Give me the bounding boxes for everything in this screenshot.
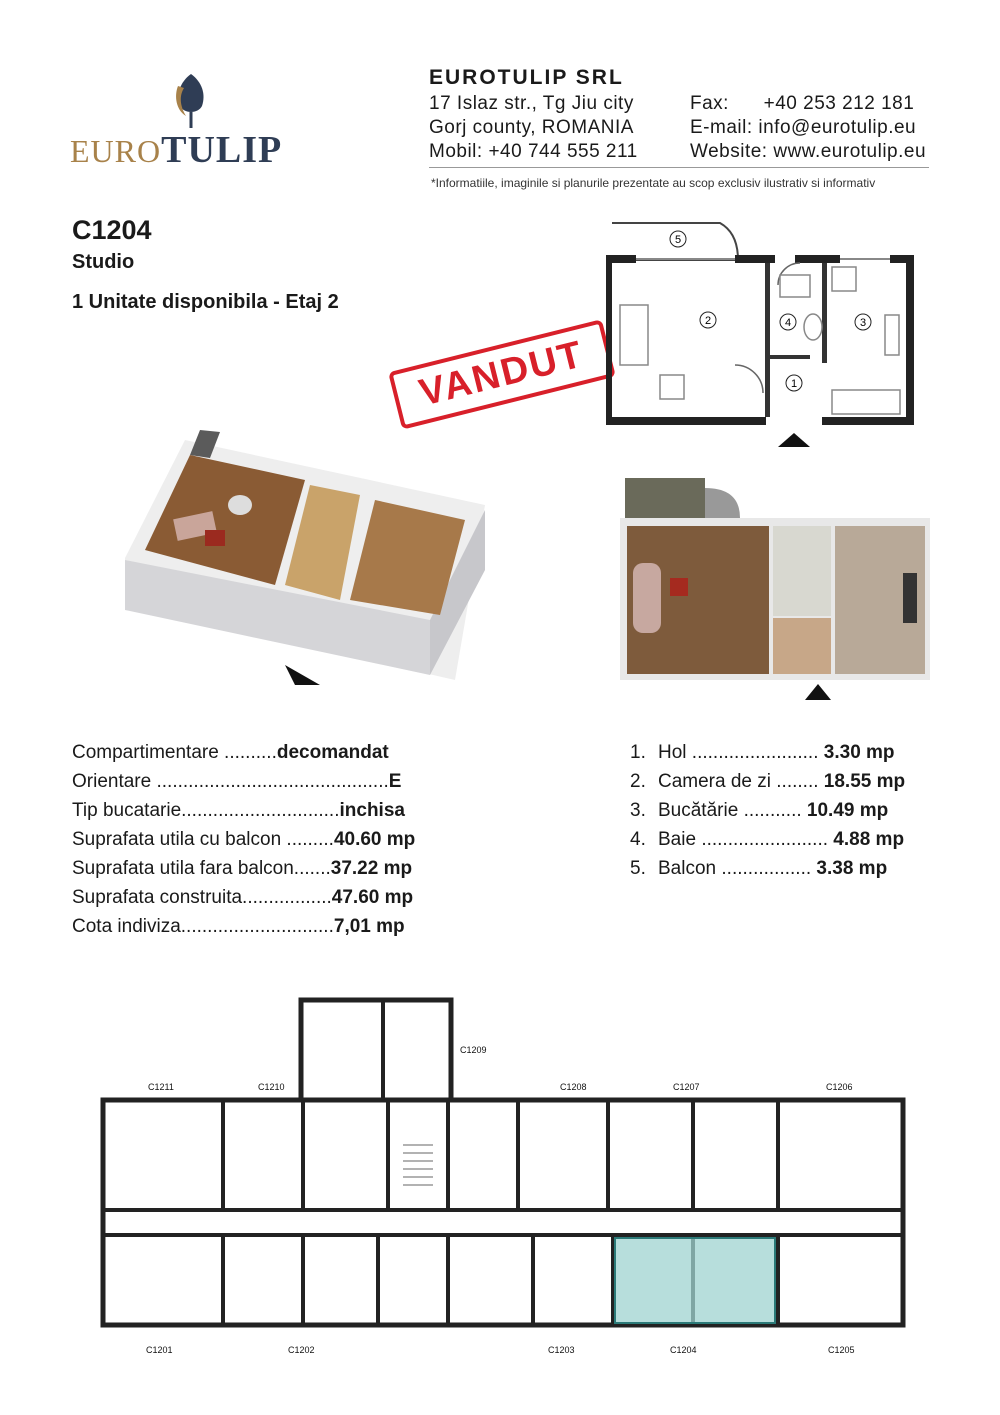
email-link[interactable]: E-mail: info@eurotulip.eu [690, 117, 917, 138]
unit-label-c1205: C1205 [828, 1345, 855, 1355]
unit-label-c1203: C1203 [548, 1345, 575, 1355]
unit-label-c1201: C1201 [146, 1345, 173, 1355]
spec-row: Cota indiviza.............................7,01 mp [72, 916, 405, 937]
room-marker-4 [780, 314, 796, 330]
unit-label-c1206: C1206 [826, 1082, 853, 1092]
website-link[interactable]: Website: www.eurotulip.eu [690, 141, 927, 162]
disclaimer: *Informatiile, imaginile si planurile prezentate au scop exclusiv ilustrativ si informativ [431, 176, 876, 190]
room-row: 3. Bucătărie ........... 10.49 mp [630, 800, 889, 821]
address-line-1: 17 Islaz str., Tg Jiu city [429, 93, 634, 114]
highlighted-unit-c1204 [615, 1238, 775, 1323]
room-row: 1. Hol ........................ 3.30 mp [630, 742, 895, 763]
room-row: 2. Camera de zi ........ 18.55 mp [630, 771, 906, 792]
room-marker-5 [670, 231, 686, 247]
unit-label-c1207: C1207 [673, 1082, 700, 1092]
fax-number: Fax: +40 253 212 181 [690, 93, 915, 114]
room-marker-3 [855, 314, 871, 330]
unit-label-c1209: C1209 [460, 1045, 487, 1055]
svg-text:5: 5 [674, 234, 682, 246]
company-name: EUROTULIP SRL [429, 66, 624, 89]
unit-label-c1202: C1202 [288, 1345, 315, 1355]
spec-row: Orientare ............................................E [72, 771, 402, 792]
spec-row: Tip bucatarie..............................inchisa [72, 800, 405, 821]
building-floor-plan [88, 995, 918, 1365]
spec-row: Suprafata utila cu balcon .........40.60 mp [72, 829, 416, 850]
svg-text:1: 1 [790, 378, 798, 390]
room-list [630, 738, 905, 883]
tulip-logo-icon [170, 72, 212, 128]
availability: 1 Unitate disponibila - Etaj 2 [72, 291, 339, 313]
spec-row: Suprafata utila fara balcon.......37.22 mp [72, 858, 413, 879]
unit-label-c1208: C1208 [560, 1082, 587, 1092]
entrance-arrow-icon-top [805, 684, 831, 700]
logo [70, 72, 320, 172]
room-marker-1 [786, 375, 802, 391]
svg-text:2: 2 [704, 315, 712, 327]
entrance-arrow-icon-3d [285, 665, 320, 685]
svg-text:4: 4 [784, 317, 792, 329]
address-line-2: Gorj county, ROMANIA [429, 117, 634, 138]
isometric-3d-render [120, 410, 490, 695]
room-marker-2 [700, 312, 716, 328]
spec-list [72, 738, 415, 941]
room-row: 5. Balcon ................. 3.38 mp [630, 858, 888, 879]
sold-stamp: VANDUT [388, 319, 615, 429]
unit-code: C1204 [72, 215, 152, 245]
logo-text-euro: EURO [70, 133, 162, 169]
entrance-arrow-icon [778, 433, 810, 447]
unit-type: Studio [72, 251, 135, 273]
unit-label-c1204: C1204 [670, 1345, 697, 1355]
header-divider [429, 167, 929, 168]
svg-text:3: 3 [859, 317, 867, 329]
top-down-render [615, 478, 935, 708]
room-row: 4. Baie ........................ 4.88 mp [630, 829, 905, 850]
logo-text-tulip: TULIP [161, 129, 283, 171]
unit-label-c1210: C1210 [258, 1082, 285, 1092]
apartment-floor-plan [600, 215, 930, 460]
spec-row: Compartimentare ..........decomandat [72, 742, 389, 763]
unit-label-c1211: C1211 [148, 1082, 174, 1092]
spec-row: Suprafata construita.................47.60 mp [72, 887, 414, 908]
mobile-number: Mobil: +40 744 555 211 [429, 141, 638, 162]
